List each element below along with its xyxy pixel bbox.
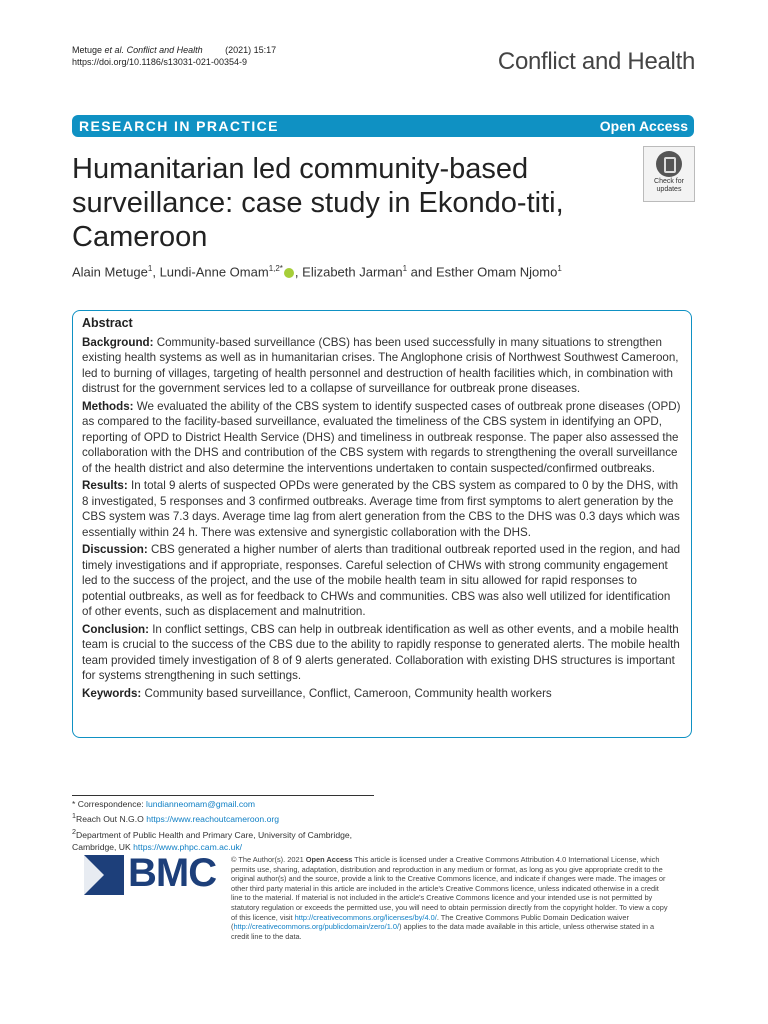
affiliation-sup: 1,2* xyxy=(268,264,283,273)
footnote-divider xyxy=(72,795,374,796)
affiliation-sup: 1 xyxy=(557,264,562,273)
bmc-logo[interactable] xyxy=(84,851,217,895)
abstract-methods: Methods: We evaluated the ability of the CBS system to identify suspected cases of outbreak prone diseases (OPD) as compared to the facility-based surveillance, evaluated the timeliness of the CBS system in identifying an OPD, reporting of OPD to District Health Service (DHS) and timeliness in outbreak response. The paper also assessed the collaboration with the DHS and contribution of the CBS system with regards to strengthening the overall surveillance of the health district and also determine the interventions undertaken to contain suspected/confirmed outbreaks. xyxy=(82,399,681,475)
abstract-keywords: Keywords: Community based surveillance, Conflict, Cameroon, Community health workers xyxy=(82,686,552,700)
orcid-icon[interactable] xyxy=(284,268,294,278)
license-open-access: Open Access xyxy=(305,855,353,864)
running-header xyxy=(72,44,276,68)
author-list xyxy=(72,264,562,279)
abstract-box xyxy=(72,310,692,738)
affiliation-1: $^1$Reach Out N.G.O https://www.reachoutcameroon.org xyxy=(72,812,279,825)
badge-line1: Check for xyxy=(654,178,684,185)
affiliation-2-link[interactable]: https://www.phpc.cam.ac.uk/ xyxy=(133,841,243,852)
bmc-logo-mark xyxy=(84,855,124,895)
affiliation-2: $^2$Department of Public Health and Primary Care, University of Cambridge, xyxy=(72,827,353,840)
author-name[interactable]: , Lundi-Anne Omam xyxy=(152,264,269,280)
abstract-results: Results: In total 9 alerts of suspected OPDs were generated by the CBS system as compared to 0 by the DHS, with 8 investigated, 5 responses and 3 confirmed outbreaks. Average time from first symptoms to alert generation by the CBS system was 7.3 days. Average time lag from alert generation from the CBS to the DHS was 0.3 days which was essentially within 24 h. There was extensive and synergistic collaboration with the DHS. xyxy=(82,479,680,539)
open-access-label: Open Access xyxy=(599,118,688,134)
author-name[interactable]: , Elizabeth Jarman xyxy=(294,264,403,280)
abstract-discussion: Discussion: CBS generated a higher number of alerts than traditional outbreak reported used in the region, and had timely investigations and if appropriate, responses. Careful selection of CHWs with strong community engagement led to the success of the project, and the use of the mobile health team in situ allowed for rapid responses to potential outbreaks, as well as for feedback to CHWs and communities. CBS was also well utilized for identification of other events, such as displacement and malnutrition. xyxy=(82,543,681,618)
citation-etal: et al. xyxy=(104,45,125,55)
license-link-zero[interactable]: http://creativecommons.org/publicdomain/zero/1.0/ xyxy=(233,922,400,932)
affiliation-sup: 1 xyxy=(402,264,408,273)
abstract-heading: Abstract xyxy=(82,316,133,330)
check-for-updates-badge[interactable] xyxy=(643,146,695,202)
author-name[interactable]: and Esther Omam Njomo xyxy=(407,264,558,280)
author-name[interactable]: Alain Metuge xyxy=(72,264,148,280)
article-title: Humanitarian led community-based surveillance: case study in Ekondo-titi, Cameroon xyxy=(72,153,564,253)
license-link-by[interactable]: http://creativecommons.org/licenses/by/4.0/ xyxy=(294,912,437,922)
abstract-conclusion: Conclusion: In conflict settings, CBS can help in outbreak identification as well as other events, and a mobile health team is crucial to the success of the CBS due to the ability to rapidly response to generated alerts. The mobile health team provided timely investigation of 8 of 9 alerts generated. Collaboration with existing DHS structures is important for systems strengthening in such settings. xyxy=(82,622,680,682)
abstract-background: Background: Community-based surveillance (CBS) has been used successfully in many situations to strengthen existing health systems as well as in humanitarian crises. The Anglophone crisis of Northwest Southwest Cameroon, led to burning of villages, targeting of health personnel and destruction of health facilities which, in combination with distrust for the government services led to a collapse of surveillance for outbreak prone diseases. xyxy=(82,335,679,395)
affiliation-1-link[interactable]: https://www.reachoutcameroon.org xyxy=(146,814,279,825)
citation-authors: Metuge xyxy=(72,45,103,55)
badge-line2: updates xyxy=(656,186,682,193)
email-link[interactable]: lundianneomam@gmail.com xyxy=(146,799,256,809)
affiliation-sup: 1 xyxy=(147,264,153,273)
bookmark-icon xyxy=(656,151,682,177)
doi-link[interactable]: https://doi.org/10.1186/s13031-021-00354-9 xyxy=(72,57,247,67)
citation-year: (2021) 15:17 xyxy=(225,45,277,55)
journal-name: Conflict and Health xyxy=(497,48,695,75)
footnotes xyxy=(72,798,352,853)
bmc-logo-text: BMC xyxy=(128,851,217,895)
affiliation-2-cont: Cambridge, UK https://www.phpc.cam.ac.uk/ xyxy=(72,841,243,852)
section-bar xyxy=(72,115,694,137)
citation-line xyxy=(72,44,276,56)
license-text: © The Author(s). 2021 Open Access This article is licensed under a Creative Commons Attribution 4.0 International License, which permits use, sharing, adaptation, distribution and reproduction in any medium or format, as long as you give appropriate credit to the original author(s) and the source, provide a link to the Creative Commons licence, and indicate if changes were made. The images or other third party material in this article are included in the article's Creative Commons licence, unless indicated otherwise in a credit line to the material. If material is not included in the article's Creative Commons licence and your intended use is not permitted by statutory regulation or exceeds the permitted use, you will need to obtain permission directly from the copyright holder. To view a copy of this licence, visit http://creativecommons.org/licenses/by/4.0/. The Creative Commons Public Domain Dedication waiver (http://creativecommons.org/publicdomain/zero/1.0/) applies to the data made available in this article, unless otherwise stated in a credit line to the data. xyxy=(231,855,668,941)
citation-journal: Conflict and Health xyxy=(126,45,203,55)
section-label: RESEARCH IN PRACTICE xyxy=(79,118,279,134)
correspondence: * Correspondence: lundianneomam@gmail.com xyxy=(72,799,256,809)
